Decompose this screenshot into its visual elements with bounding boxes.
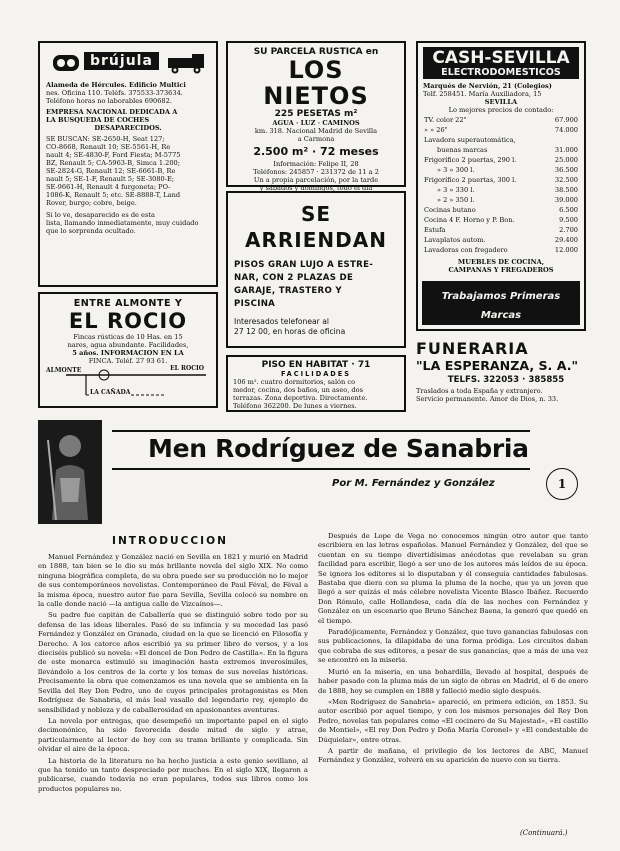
paragraph: Su padre fue capitán de Caballería que se distinguió sobre todo por su defensa de las ideas liberales. Pasó de su infancia y su mocedad las pasó Fernández y González en Granada, ciudad en la que se licenció en Filosofía y Derecho. A los catorce años escribió ya su primer libro de versos, y a los dieciséis publicó su novela: «El doncel de Don Pedro de Castilla». En la figura de este monarca estimuló su imaginación hasta extremos inverosímiles, llevándolo a los centros de la corte y los temas de sus novelas históricas. Precisamente la obra que comenzamos es una novela que se ambienta en la Sevilla del Rey Don Pedro, uno de cuyos principales protagonistas es Men Rodríguez de Sanabria, el más leal vasallo del legendario rey, ejemplo de sensibilidad y nobleza y de caballerosidad en apasionantes aventuras. bbox=[38, 611, 308, 714]
paragraph: La historia de la literatura no ha hecho justicia a este genio sevillano, al que ha tenido un tanto despreciado por muchos. En el siglo XIX, llegaron a publicarse, cuando todavía no eran populares, todos sus libros como los productos populares no. bbox=[38, 756, 308, 793]
article-byline: Por M. Fernández y González bbox=[332, 478, 495, 489]
brujula-company: DESAPARECIDOS. bbox=[94, 124, 162, 132]
nietos-line: km. 318. Nacional Madrid de Sevilla bbox=[254, 127, 378, 135]
se-arriendan-ad bbox=[226, 191, 406, 348]
knight-illustration bbox=[38, 420, 102, 524]
price-value: 32.500 bbox=[554, 176, 578, 184]
piso-line: 106 m². cuatro dormitorios, salón co bbox=[233, 378, 356, 386]
piso-text bbox=[233, 378, 399, 410]
brujula-list: SE-9661-H, Renault 4 furgoneta; PO- bbox=[46, 183, 171, 191]
nietos-top: SU PARCELA RUSTICA en bbox=[253, 47, 379, 57]
funeraria-text bbox=[416, 387, 596, 403]
table-row bbox=[423, 195, 579, 205]
cash-sevilla-ad bbox=[416, 41, 586, 331]
nietos-line: Teléfonos: 245857 · 231372 de 11 a 2 bbox=[253, 168, 379, 176]
price-item: » 3 » 330 l. bbox=[437, 186, 475, 194]
compass-logo-icon bbox=[52, 51, 80, 75]
arriendan-title: SE ARRIENDAN bbox=[245, 202, 387, 252]
knight-icon bbox=[38, 420, 102, 524]
map-label-canada: LA CAÑADA bbox=[90, 389, 131, 396]
cash-muebles-line: CAMPANAS Y FREGADEROS bbox=[448, 266, 554, 274]
brujula-foot: que lo sorprenda ocultado. bbox=[46, 227, 136, 235]
rocio-line: Fincas rústicas de 10 Has. en 15 bbox=[73, 333, 183, 341]
rocio-map bbox=[46, 367, 210, 399]
piso-line: medor, cocina, dos baños, un aseo, dos bbox=[233, 386, 363, 394]
price-value: 36.500 bbox=[554, 166, 578, 174]
cash-title: CASH-SEVILLA bbox=[432, 48, 570, 68]
brujula-logo-row bbox=[46, 49, 210, 77]
piso-habitat-ad bbox=[226, 355, 406, 412]
article-header bbox=[38, 420, 588, 532]
arriendan-line: NAR, CON 2 PLAZAS DE bbox=[234, 273, 354, 283]
price-value: 39.000 bbox=[554, 196, 578, 204]
paragraph: «Men Rodríguez de Sanabria» apareció, en primera edición, en 1853. Su autor escribió por aquel tiempo, y con los mismos personajes del Rey Don Pedro, novelas tan populares como «El cocinero de Su Majestad», «El castillo de Montiel», «El rey Don Pedro y Doña María Coronel» y «El condestable de Dúquielar», entre otras. bbox=[318, 697, 588, 744]
price-value: 2.700 bbox=[559, 226, 578, 234]
rocio-title: EL ROCIO bbox=[68, 309, 188, 333]
price-value: 67.900 bbox=[554, 116, 578, 124]
cash-subtitle: ELECTRODOMESTICOS bbox=[441, 67, 561, 78]
table-row bbox=[423, 125, 579, 135]
price-value: 38.500 bbox=[554, 186, 578, 194]
brujula-company: LA BUSQUEDA DE COCHES bbox=[46, 116, 150, 124]
arriendan-note-line: Interesados telefonear al bbox=[234, 317, 329, 326]
cash-muebles bbox=[423, 258, 579, 274]
price-item: » 3 » 300 l. bbox=[437, 166, 475, 174]
funeraria-title-2: "LA ESPERANZA, S. A." bbox=[416, 358, 579, 373]
rocio-top: ENTRE ALMONTE Y bbox=[73, 298, 183, 309]
brujula-list: nault 5; SE-1-F, Renault 5; SE-3080-E; bbox=[46, 175, 175, 183]
table-row bbox=[423, 205, 579, 215]
piso-line: Teléfono 362200. De lunes a viernes. bbox=[233, 402, 357, 410]
rocio-line: FINCA. Teléf. 27 93 61. bbox=[88, 357, 168, 365]
price-item: buenas marcas bbox=[437, 146, 488, 154]
rocio-text bbox=[46, 333, 210, 365]
brujula-line: nes. Oficina 110. Teléfs. 375533-373634. bbox=[46, 89, 183, 97]
nietos-price: 225 PESETAS m² bbox=[274, 109, 358, 119]
brujula-line: Teléfono horas no laborables 690682. bbox=[46, 97, 172, 105]
cash-banner-text: Trabajamos Primeras Marcas bbox=[441, 291, 561, 321]
paragraph: Murió en la miseria, en una bohardilla, llevado al hospital, después de haber pasado con la pluma más de un siglo de obras en Madrid, el 6 de enero de 1888, hoy se cumplen en 1888 y falleció medio siglo después. bbox=[318, 667, 588, 695]
table-row bbox=[423, 175, 579, 185]
funeraria-line: Traslados a toda España y extranjero. bbox=[416, 387, 543, 395]
table-row bbox=[423, 185, 579, 195]
arriendan-line: PISCINA bbox=[234, 299, 276, 309]
price-value: 6.500 bbox=[559, 206, 578, 214]
price-item: Cocinas butano bbox=[424, 206, 476, 214]
brujula-list: Rover, burgo; cobre, beige. bbox=[46, 199, 137, 207]
price-item: Frigorífico 2 puertas, 300 l. bbox=[424, 176, 517, 184]
nietos-line: y sábados y domingos, todo el día bbox=[259, 184, 373, 192]
price-item: Estufa bbox=[424, 226, 446, 234]
table-row bbox=[423, 115, 579, 125]
price-item: Lavadoras con fregadero bbox=[424, 246, 508, 254]
brujula-brand: brújula bbox=[84, 52, 159, 70]
table-row bbox=[423, 145, 579, 155]
section-heading: INTRODUCCION bbox=[112, 535, 228, 547]
el-rocio-ad bbox=[38, 292, 218, 408]
cash-addr: Marqués de Nervión, 21 (Colegios) bbox=[423, 82, 552, 90]
article-title: Men Rodríguez de Sanabria bbox=[148, 434, 529, 463]
arriendan-line: PISOS GRAN LUJO A ESTRE- bbox=[234, 260, 374, 270]
piso-line: terrazas. Zona deportiva. Directamente. bbox=[233, 394, 368, 402]
cash-promo: Lo mejores precios de contado: bbox=[448, 106, 554, 114]
map-label-almonte: ALMONTE bbox=[46, 367, 82, 374]
price-value: 29.400 bbox=[554, 236, 578, 244]
nietos-line: AGUA · LUZ · CAMINOS bbox=[272, 119, 360, 127]
brujula-foot: lista, llamando inmediatamente, muy cuidado bbox=[46, 219, 199, 227]
brujula-company: EMPRESA NACIONAL DEDICADA A bbox=[46, 108, 178, 116]
continues-label: (Continuará.) bbox=[520, 829, 568, 837]
nietos-line: Información: Felipe II, 28 bbox=[273, 160, 359, 168]
nietos-title: LOS NIETOS bbox=[263, 56, 369, 110]
cash-addr: Telf. 258451. María Auxiliadora, 15 bbox=[423, 90, 542, 98]
price-item: Frigorífico 2 puertas, 290 l. bbox=[424, 156, 517, 164]
table-row bbox=[423, 165, 579, 175]
brujula-list: 1086-K, Renault 5; etc. SE-8888-T, Land bbox=[46, 191, 181, 199]
funeraria-ad bbox=[416, 340, 596, 410]
price-item: TV. color 22" bbox=[424, 116, 467, 124]
paragraph: Paradójicamente, Fernández y González, que tuvo ganancias fabulosas con sus publicaciones, la dilapidaba de una forma pródiga. Los circuitos daban que cobraba de sus editores, a pesar de sus ganancias, que a más de una vez se encontró en la miseria. bbox=[318, 628, 588, 665]
brujula-text bbox=[46, 81, 210, 235]
tow-truck-icon bbox=[166, 52, 206, 74]
price-value: 12.000 bbox=[554, 246, 578, 254]
table-row bbox=[423, 245, 579, 255]
price-item: » 2 » 350 l. bbox=[437, 196, 475, 204]
brujula-list: CO-8668, Renault 10; SE-5561-H, Re bbox=[46, 143, 171, 151]
table-row bbox=[423, 225, 579, 235]
cash-header bbox=[423, 47, 579, 79]
brujula-ad bbox=[38, 41, 218, 287]
cash-addr: SEVILLA bbox=[484, 98, 518, 106]
chapter-badge bbox=[546, 468, 578, 500]
funeraria-tel: TELFS. 322053 · 385855 bbox=[447, 375, 565, 385]
paragraph: La novela por entregas, que desempeñó un importante papel en el siglo decimonónico, ha sido favorecida desde mitad de siglo y atrae, particularmente al lector de hoy con su trama brillante y complicada. Sin olvidar el aire de la época. bbox=[38, 716, 308, 754]
paragraph: A partir de mañana, el privilegio de los lectores de ABC, Manuel Fernández y González, volverá en su aparición de nuevo con su tierra. bbox=[318, 746, 588, 765]
price-item: Lavadora superautomática, bbox=[424, 136, 516, 144]
arriendan-line: GARAJE, TRASTERO Y bbox=[234, 286, 342, 296]
cash-muebles-line: MUEBLES DE COCINA, bbox=[457, 258, 545, 266]
table-row bbox=[423, 155, 579, 165]
price-item: » » 26" bbox=[424, 126, 448, 134]
rocio-line: nares, agua abundante. Facilidades, bbox=[67, 341, 189, 349]
table-row bbox=[423, 215, 579, 225]
nietos-big: 2.500 m² · 72 meses bbox=[253, 145, 379, 158]
brujula-list: SE BUSCAN: SE-2650-H, Seat 127; bbox=[46, 135, 165, 143]
arriendan-note-line: 27 12 00, en horas de oficina bbox=[234, 327, 346, 336]
title-frame-bottom bbox=[112, 468, 530, 470]
los-nietos-ad bbox=[226, 41, 406, 192]
funeraria-title: FUNERARIA bbox=[416, 339, 529, 358]
nietos-text-2 bbox=[233, 160, 399, 192]
price-value: 31.000 bbox=[554, 146, 578, 154]
piso-sub: FACILIDADES bbox=[280, 370, 352, 378]
price-item: Cocina 4 F. Horno y P. Bon. bbox=[424, 216, 515, 224]
table-row bbox=[423, 135, 579, 145]
nietos-text bbox=[233, 119, 399, 143]
piso-title: PISO EN HABITAT · 71 bbox=[261, 360, 371, 370]
nietos-line: a Carmona bbox=[297, 135, 335, 143]
article-left-column bbox=[38, 553, 308, 843]
nietos-line: Un a propia parcelación, por la tarde bbox=[253, 176, 379, 184]
price-value bbox=[546, 135, 579, 145]
cash-price-table bbox=[423, 115, 579, 255]
arriendan-note bbox=[234, 317, 398, 337]
brujula-list: SE-2824-G, Renault 12; SE-6661-B, Re bbox=[46, 167, 176, 175]
brujula-line: Alameda de Hércules. Edificio Multici bbox=[46, 81, 186, 89]
price-item: Lavaplatos autom. bbox=[424, 236, 486, 244]
cash-text bbox=[423, 82, 579, 114]
paragraph: Manuel Fernández y González nació en Sevilla en 1821 y murió en Madrid en 1888, tan bien se le dio su más brillante novela del siglo XIX. No como ninguna biográfica completa, de su obra puede ser su producción no lo mejor de sus contemporáneos novelistas. Contemporáneo de Paul Féval, de Féval a la misma época, nuestro autor fue para Sevilla, Sevilla colocó su nombre en la calle donde nació —la antigua calle de Vizcaínos—. bbox=[38, 553, 308, 609]
rocio-line: 5 años. INFORMACION EN LA bbox=[72, 349, 184, 357]
price-value: 74.000 bbox=[554, 126, 578, 134]
price-value: 9.500 bbox=[559, 216, 578, 224]
brujula-list: BZ, Renault 5; CA-5963-B, Simca 1.200; bbox=[46, 159, 180, 167]
map-label-rocio: EL ROCIO bbox=[170, 365, 204, 372]
article-right-column bbox=[318, 532, 588, 828]
table-row bbox=[423, 235, 579, 245]
brujula-list: nault 4; SE-4830-F, Ford Fiesta; M-5775 bbox=[46, 151, 181, 159]
brujula-foot: Si lo ve, desaparecido es de esta bbox=[46, 211, 155, 219]
title-frame bbox=[112, 430, 530, 432]
cash-banner bbox=[422, 281, 580, 325]
funeraria-line: Servicio permanente. Amor de Dios, n. 33. bbox=[416, 395, 559, 403]
arriendan-body bbox=[234, 259, 398, 311]
chapter-number: 1 bbox=[557, 477, 567, 491]
paragraph: Después de Lope de Vega no conocemos ningún otro autor que tanto escribiera en las letras españolas. Manuel Fernández y González, del que se cuentan en su tiempo divertidísimas anécdotas que revelaban su gran facilidad para escribir, llegó a ser uno de los autores más leídos de su época. Se ignora los editores si lo disputaban y él conseguía cantidades fabulosas. Bastaba que diera con su pluma la pluma de la noche, que ya un joven que llegó a ser quizás el más célebre novelista Vicente Blasco Ibáñez. Recuerdo Don Rómulo, calle Hollandesa, cada día de las noches con Fernández y González en un escenario que Bruno Sánchez Baena, la generó que quedó en el tiempo. bbox=[318, 532, 588, 625]
price-value: 25.000 bbox=[554, 156, 578, 164]
